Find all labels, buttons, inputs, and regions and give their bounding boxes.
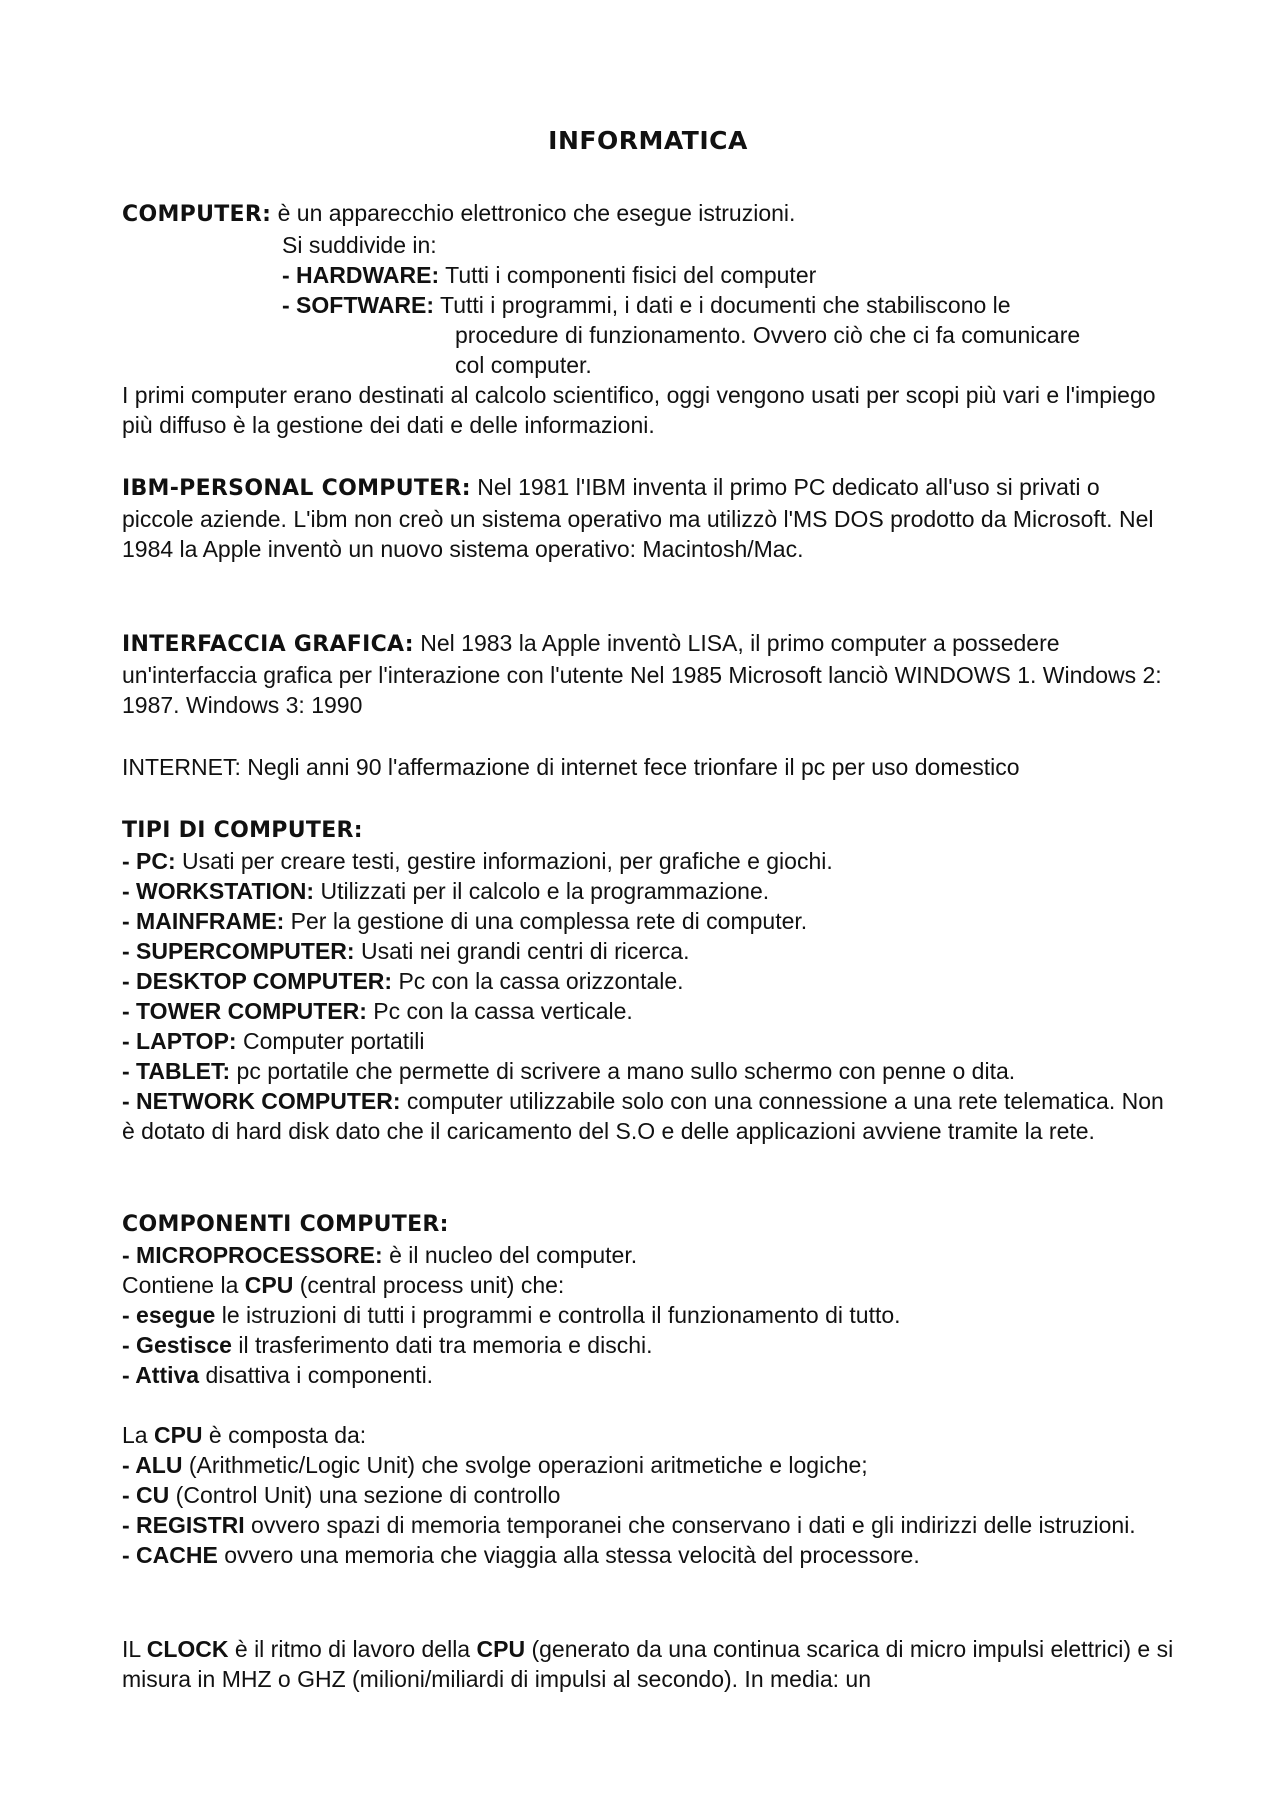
list-item: - esegue le istruzioni di tutti i programmi e controlla il funzionamento di tutto. bbox=[122, 1302, 901, 1328]
gui-paragraph: INTERFACCIA GRAFICA: Nel 1983 la Apple inventò LISA, il primo computer a possedere un'interfaccia grafica per l'interazione con l'utente Nel 1985 Microsoft lanciò WINDOWS 1. Windows 2: 1987. Windows 3: 1990 bbox=[122, 630, 1162, 718]
list-item: - SUPERCOMPUTER: Usati nei grandi centri di ricerca. bbox=[122, 938, 690, 964]
list-item: - TOWER COMPUTER: Pc con la cassa verticale. bbox=[122, 998, 633, 1024]
computer-heading: COMPUTER: bbox=[122, 202, 272, 227]
section-computer bbox=[122, 198, 1174, 440]
section-ibm bbox=[122, 472, 1174, 564]
section-components bbox=[122, 1210, 1174, 1390]
hardware-item: - HARDWARE: Tutti i componenti fisici del computer bbox=[282, 262, 817, 288]
gui-heading: INTERFACCIA GRAFICA: bbox=[122, 632, 414, 657]
subdivide-text: Si suddivide in: bbox=[282, 232, 437, 258]
composed-line: La CPU è composta da: bbox=[122, 1422, 367, 1448]
software-item: - SOFTWARE: Tutti i programmi, i dati e i documenti che stabiliscono le bbox=[282, 292, 1011, 318]
list-item: - NETWORK COMPUTER: computer utilizzabile solo con una connessione a una rete telematica. Non è dotato di hard disk dato che il caricamento del S.O e delle applicazioni avviene tramite la rete. bbox=[122, 1088, 1164, 1144]
software-continuation-1: procedure di funzionamento. Ovvero ciò che ci fa comunicare bbox=[455, 322, 1081, 348]
microprocessor-line: - MICROPROCESSORE: è il nucleo del computer. bbox=[122, 1242, 638, 1268]
section-types bbox=[122, 816, 1174, 1146]
computer-paragraph: I primi computer erano destinati al calcolo scientifico, oggi vengono usati per scopi più vari e l'impiego più diffuso è la gestione dei dati e delle informazioni. bbox=[122, 382, 1156, 438]
computer-definition: COMPUTER: è un apparecchio elettronico che esegue istruzioni. bbox=[122, 200, 796, 227]
list-item: - CACHE ovvero una memoria che viaggia alla stessa velocità del processore. bbox=[122, 1542, 920, 1568]
list-item: - LAPTOP: Computer portatili bbox=[122, 1028, 425, 1054]
contains-line: Contiene la CPU (central process unit) che: bbox=[122, 1272, 565, 1298]
software-continuation-2: col computer. bbox=[455, 352, 592, 378]
list-item: - PC: Usati per creare testi, gestire informazioni, per grafiche e giochi. bbox=[122, 848, 833, 874]
list-item: - DESKTOP COMPUTER: Pc con la cassa orizzontale. bbox=[122, 968, 684, 994]
page-title: INFORMATICA bbox=[548, 126, 748, 155]
section-internet bbox=[122, 752, 1174, 782]
section-cpu-parts bbox=[122, 1420, 1174, 1570]
list-item: - TABLET: pc portatile che permette di scrivere a mano sullo schermo con penne o dita. bbox=[122, 1058, 1016, 1084]
list-item: - WORKSTATION: Utilizzati per il calcolo e la programmazione. bbox=[122, 878, 770, 904]
list-item: - REGISTRI ovvero spazi di memoria temporanei che conservano i dati e gli indirizzi delle istruzioni. bbox=[122, 1512, 1136, 1538]
ibm-heading: IBM-PERSONAL COMPUTER: bbox=[122, 476, 471, 501]
internet-paragraph: INTERNET: Negli anni 90 l'affermazione di internet fece trionfare il pc per uso domestico bbox=[122, 754, 1020, 780]
list-item: - Attiva disattiva i componenti. bbox=[122, 1362, 434, 1388]
list-item: - Gestisce il trasferimento dati tra memoria e dischi. bbox=[122, 1332, 653, 1358]
section-gui bbox=[122, 628, 1174, 720]
clock-paragraph: IL CLOCK è il ritmo di lavoro della CPU (generato da una continua scarica di micro impulsi elettrici) e si misura in MHZ o GHZ (milioni/miliardi di impulsi al secondo). In media: un bbox=[122, 1636, 1174, 1692]
types-heading: TIPI DI COMPUTER: bbox=[122, 818, 363, 843]
ibm-paragraph: IBM-PERSONAL COMPUTER: Nel 1981 l'IBM inventa il primo PC dedicato all'uso si privati o piccole aziende. L'ibm non creò un sistema operativo ma utilizzò l'MS DOS prodotto da Microsoft. Nel 1984 la Apple inventò un nuovo sistema operativo: Macintosh/Mac. bbox=[122, 474, 1154, 562]
list-item: - MAINFRAME: Per la gestione di una complessa rete di computer. bbox=[122, 908, 808, 934]
components-heading: COMPONENTI COMPUTER: bbox=[122, 1212, 449, 1237]
list-item: - CU (Control Unit) una sezione di controllo bbox=[122, 1482, 561, 1508]
list-item: - ALU (Arithmetic/Logic Unit) che svolge operazioni aritmetiche e logiche; bbox=[122, 1452, 868, 1478]
section-clock bbox=[122, 1634, 1174, 1694]
